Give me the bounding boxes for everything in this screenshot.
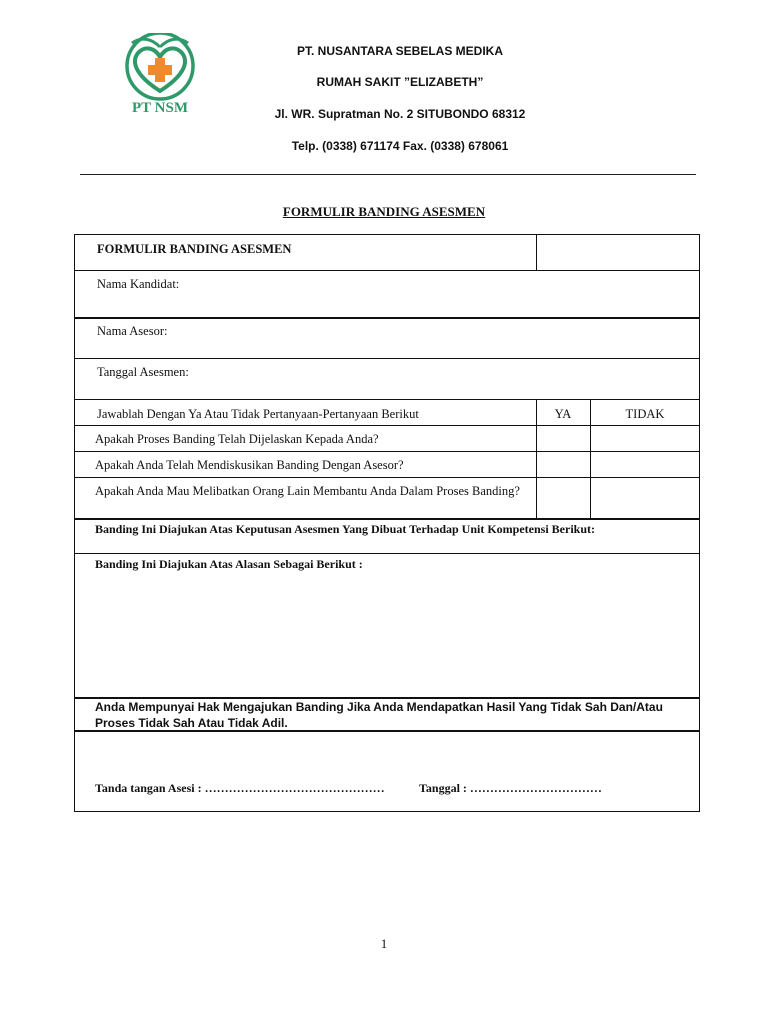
hospital-contact: Telp. (0338) 671174 Fax. (0338) 678061 [291,139,509,153]
hospital-name: RUMAH SAKIT ”ELIZABETH” [316,75,484,89]
table-border-bottom [74,811,700,812]
table-border-top [74,234,700,235]
logo-text: PT NSM [132,100,188,116]
row-divider [74,553,700,554]
signature-date-line: Tanggal : …………………………… [419,781,602,795]
rights-statement: Anda Mempunyai Hak Mengajukan Banding Jika Anda Mendapatkan Hasil Yang Tidak Sah Dan/Atau Proses Tidak Sah Atau Tidak Adil. [95,700,663,730]
row-divider [74,317,700,319]
row-divider [74,399,700,400]
unit-statement: Banding Ini Diajukan Atas Keputusan Asesmen Yang Dibuat Terhadap Unit Kompetensi Berikut: [95,522,596,536]
question-3: Apakah Anda Mau Melibatkan Orang Lain Membantu Anda Dalam Proses Banding? [95,484,520,498]
question-1: Apakah Proses Banding Telah Dijelaskan Kepada Anda? [95,432,379,446]
signature-line: Tanda tangan Asesi : ……………………………………… [95,781,385,795]
assessor-name-label: Nama Asesor: [97,324,168,338]
header-divider [80,174,696,175]
question-header: Jawablah Dengan Ya Atau Tidak Pertanyaan-Pertanyaan Berikut [97,407,419,421]
column-divider [536,234,537,270]
form-title: FORMULIR BANDING ASESMEN [97,242,292,256]
row-divider [74,358,700,359]
row-divider [74,518,700,520]
hospital-address: Jl. WR. Supratman No. 2 SITUBONDO 68312 [274,107,526,121]
document-title: FORMULIR BANDING ASESMEN [282,204,486,219]
row-divider [74,425,700,426]
row-divider [74,477,700,478]
page-number: 1 [380,936,388,951]
assessment-date-label: Tanggal Asesmen: [97,365,189,379]
no-column-header: TIDAK [625,407,665,421]
table-border-left [74,234,75,812]
reason-statement: Banding Ini Diajukan Atas Alasan Sebagai Berikut : [95,557,363,571]
appeal-form-table [74,234,700,812]
question-2: Apakah Anda Telah Mendiskusikan Banding Dengan Asesor? [95,458,404,472]
candidate-name-label: Nama Kandidat: [97,277,180,291]
row-divider [74,451,700,452]
yes-column-header: YA [554,407,572,421]
company-name: PT. NUSANTARA SEBELAS MEDIKA [296,44,503,58]
row-divider [74,270,700,271]
table-border-right [699,234,700,812]
